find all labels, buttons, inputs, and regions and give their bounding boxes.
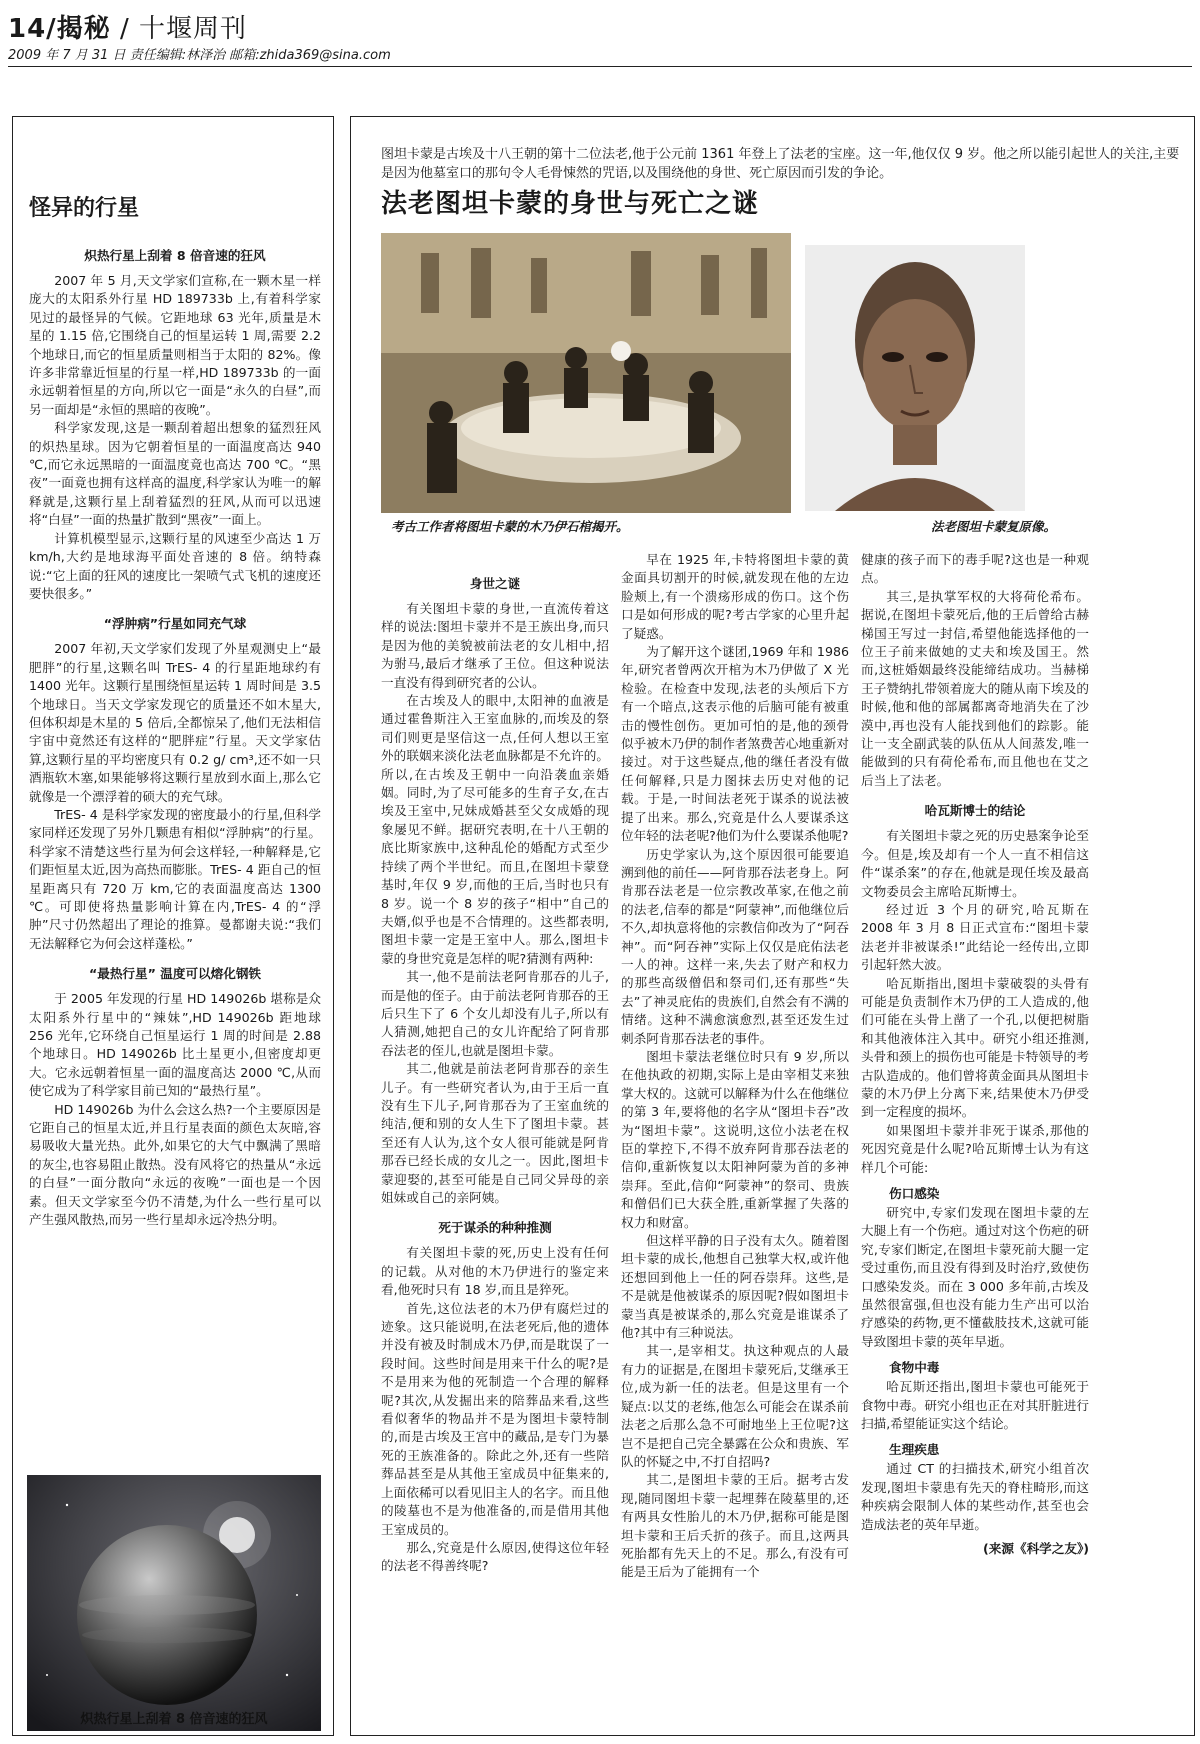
page-header xyxy=(8,8,247,45)
article-minor-heading: 生理疾患 xyxy=(889,1442,940,1458)
article-paragraph: 其二,是图坦卡蒙的王后。据考古发现,随同图坦卡蒙一起埋葬在陵墓里的,还有两具女性胎儿的木乃伊,据称可能是图坦卡蒙和王后夭折的孩子。而且,这两具死胎都有先天上的不足。那么,有没有可能是王后为了能拥有一个 xyxy=(621,1472,849,1580)
sidebar-paragraph: TrES- 4 是科学家发现的密度最小的行星,但科学家同样还发现了另外几颗患有相似“浮肿病”的行星。科学家不清楚这些行星为何会这样轻,一种解释是,它们距恒星太近,因为高热而膨胀。TrES- 4 距自己的恒星距离只有 720 万 km,它的表面温度高达 1300 ℃。可即使将热量影响计算在内,TrES- 4 的“浮肿”尺寸仍然超出了理论的推算。曼都谢夫说:“我们无法解释它为何会这样蓬松。” xyxy=(29,806,321,951)
article-paragraph: 首先,这位法老的木乃伊有腐烂过的迹象。这只能说明,在法老死后,他的遗体并没有被及时制成木乃伊,而是耽误了一段时间。这些时间是用来干什么的呢?是不是用来为他的死制造一个合理的解释呢?其次,从发掘出来的陪葬品来看,这些看似奢华的物品并不是为图坦卡蒙特制的,而是古埃及王宫中的藏品,是专门为暴死的王族准备的。除此之外,还有一些陪葬品甚至是从其他王室成员中征集来的,上面依稀可以看见旧主人的名字。而且他的陵墓也不是为他准备的,而是借用其他王室成员的。 xyxy=(381,1300,609,1537)
portrait-illustration xyxy=(805,245,1025,511)
article-paragraph: 其三,是执掌军权的大将荷伦希布。据说,在图坦卡蒙死后,他的王后曾给古赫梯国王写过一封信,希望他能选择他的一位王子前来做她的丈夫和埃及国王。然而,这桩婚姻最终没能缔结成功。当赫梯王子赞纳扎带领着庞大的随从南下埃及的时候,他和他的部属都离奇地消失在了沙漠中,再也没有人能找到他们的踪影。能让一支全副武装的队伍从人间蒸发,唯一能做到的只有荷伦希布,而且他也在艾之后当上了法老。 xyxy=(861,588,1089,788)
article-paragraph: 早在 1925 年,卡特将图坦卡蒙的黄金面具切割开的时候,就发现在他的左边脸颊上,有一个溃疡形成的伤口。这个伤口是如何形成的呢?考古学家的心里升起了疑惑。 xyxy=(621,552,849,641)
sidebar-text xyxy=(29,235,321,1230)
sidebar-paragraph: 2007 年初,天文学家们发现了外星观测史上“最肥胖”的行星,这颗名叫 TrES- 4 的行星距地球约有 1400 光年。这颗行星围绕恒星运转 1 周时间是 3.5 个地球日。当天文学家发现它的质量还不如木星大,但体积却是木星的 5 倍后,全都惊呆了,他们无法相信宇宙中竟然还有这样的“肥胖症”行星。天文学家估算,这颗行星的平均密度只有 0.2 g/ cm³,还不如一只酒瓶软木塞,如果能够将这颗行星放到水面上,那么它就像是一个漂浮着的硕大的充气球。 xyxy=(29,641,321,804)
header-rule xyxy=(8,66,1192,67)
excavation-photo xyxy=(381,233,791,513)
paper-name: / 十堰周刊 xyxy=(110,14,247,44)
article-subheading: 哈瓦斯博士的结论 xyxy=(924,803,1026,819)
article-paragraph: 其二,他就是前法老阿肯那吞的亲生儿子。有一些研究者认为,由于王后一直没有生下儿子,阿肯那吞为了王室血统的纯洁,便和别的女人生下了图坦卡蒙。甚至还有人认为,这个女人很可能就是阿肯那吞已经长成的女儿之一。因此,图坦卡蒙迎娶的,甚至可能是自己同父异母的亲姐妹或自己的亲阿姨。 xyxy=(381,1061,609,1205)
article-paragraph: 其一,他不是前法老阿肯那吞的儿子,而是他的侄子。由于前法老阿肯那吞的王后只生下了 6 个女儿却没有儿子,所以有人猜测,她把自己的女儿许配给了阿肯那吞法老的侄儿,也就是图坦卡蒙。 xyxy=(381,969,609,1058)
article-paragraph: 健康的孩子而下的毒手呢?这也是一种观点。 xyxy=(861,552,1089,586)
article-paragraph: 研究中,专家们发现在图坦卡蒙的左大腿上有一个伤疤。通过对这个伤疤的研究,专家们断定,在图坦卡蒙死前大腿一定受过重伤,而且没有得到及时治疗,致使伤口感染发炎。而在 3 000 多年前,古埃及虽然很富强,但也没有能力生产出可以治疗感染的药物,更不懂截肢技术,这就可能导致图坦卡蒙的英年早逝。 xyxy=(861,1205,1089,1349)
sidebar-paragraph: 于 2005 年发现的行星 HD 149026b 堪称是众太阳系外行星中的“辣妹”,HD 149026b 距地球 256 光年,它环绕自己恒星运行 1 周的时间是 2.88 个地球日。HD 149026b 比土星更小,但密度却更大。它永远朝着恒星一面的温度高达 2000 ℃,从而使它成为了科学家目前已知的“最热行星”。 xyxy=(29,991,321,1099)
article-minor-heading: 食物中毒 xyxy=(889,1360,940,1376)
article-column-3 xyxy=(861,551,1089,1557)
excavation-illustration xyxy=(381,233,791,513)
section-name: 揭秘 xyxy=(56,14,111,44)
sidebar-paragraph: HD 149026b 为什么会这么热?一个主要原因是它距自己的恒星太近,并且行星表面的颜色太灰暗,容易吸收大量光热。此外,如果它的大气中飘满了黑暗的灰尘,也容易阻止散热。没有风将它的热量从“永远的白昼”一面分散向“永远的夜晚”一面也是一个因素。但天文学家至今仍不清楚,为什么一些行星可以产生强风散热,而另一些行星却永远冷热分明。 xyxy=(29,1101,321,1228)
article-paragraph: 为了解开这个谜团,1969 年和 1986 年,研究者曾两次开棺为木乃伊做了 X 光检验。在检查中发现,法老的头颅后下方有一个暗点,这表示他的后脑可能有被重击的慢性创伤。更加可怕的是,他的颈骨似乎被木乃伊的制作者煞费苦心地重新对接过。对于这些疑点,他的继任者没有做任何解释,只是力图抹去历史对他的记载。于是,一时间法老死于谋杀的说法被提了出来。那么,究竟是什么人要谋杀这位年轻的法老呢?他们为什么要谋杀他呢? xyxy=(621,644,849,844)
sidebar-paragraph: 计算机模型显示,这颗行星的风速至少高达 1 万 km/h,大约是地球海平面处音速的 8 倍。纳特森说:“它上面的狂风的速度比一架喷气式飞机的速度还要快很多。” xyxy=(29,530,321,601)
article-subheading: 身世之谜 xyxy=(469,576,521,591)
tutankhamun-portrait xyxy=(805,245,1025,511)
sidebar-title: 怪异的行星 xyxy=(29,196,140,221)
planet-image xyxy=(27,1475,321,1731)
sidebar-subheading: “浮肿病”行星如同充气球 xyxy=(103,616,247,632)
article-paragraph: 通过 CT 的扫描技术,研究小组首次发现,图坦卡蒙患有先天的脊柱畸形,而这种疾病会限制人体的某些动作,甚至也会造成法老的英年早逝。 xyxy=(861,1461,1089,1532)
article-paragraph: 有关图坦卡蒙的死,历史上没有任何的记载。从对他的木乃伊进行的鉴定来看,他死时只有 18 岁,而且是猝死。 xyxy=(381,1245,609,1298)
article-paragraph: 其一,是宰相艾。执这种观点的人最有力的证据是,在图坦卡蒙死后,艾继承王位,成为新一任的法老。但是这里有一个疑点:以艾的老练,他怎么可能会在谋杀前法老之后那么急不可耐地坐上王位呢?这岂不是把自己完全暴露在公众和贵族、军队的怀疑之中,不打自招吗? xyxy=(621,1343,849,1469)
sidebar-paragraph: 2007 年 5 月,天文学家们宣称,在一颗木星一样庞大的太阳系外行星 HD 189733b 上,有着科学家见过的最怪异的气候。它距地球 63 光年,质量是木星的 1.15 倍,它围绕自己的恒星运转 1 周,需要 2.2 个地球日,而它的恒星质量则相当于太阳的 82%。像许多非常靠近恒星的行星一样,HD 189733b 的一面永远朝着恒星的方向,所以它一面是“永久的白昼”,而另一面却是“永恒的黑暗的夜晚”。 xyxy=(29,273,321,417)
article-paragraph: 哈瓦斯指出,图坦卡蒙破裂的头骨有可能是负责制作木乃伊的工人造成的,他们可能在头骨上凿了一个孔,以便把树脂和其他液体注入其中。研究小组还推测,头骨和颈上的损伤也可能是卡特领导的考古队造成的。他们曾将黄金面具从图坦卡蒙的木乃伊上分离下来,结果使木乃伊受到一定程度的损坏。 xyxy=(861,975,1089,1120)
article-paragraph: 在古埃及人的眼中,太阳神的血液是通过霍鲁斯注入王室血脉的,而埃及的祭司们则更是坚信这一点,任何人想以王室外的联姻来淡化法老血脉都是不允许的。所以,在古埃及王朝中一向沿袭血亲婚姻。同时,为了尽可能多的生育子女,在古埃及王室中,兄妹成婚甚至父女成婚的现象屡见不鲜。据研究表明,在十八王朝的底比斯家族中,这种乱伦的婚配方式至少持续了两个半世纪。而且,在图坦卡蒙登基时,年仅 9 岁,而他的王后,当时也只有 8 岁。说一个 8 岁的孩子“相中”自己的夫婿,似乎也是不合情理的。这些都表明,图坦卡蒙一定是王室中人。那么,图坦卡蒙的身世究竟是怎样的呢?猜测有两种: xyxy=(381,693,609,966)
sidebar-subheading: 炽热行星上刮着 8 倍音速的狂风 xyxy=(84,248,266,263)
article-title: 法老图坦卡蒙的身世与死亡之谜 xyxy=(381,189,760,219)
article-source: (来源《科学之友》) xyxy=(983,1541,1089,1557)
sidebar-column xyxy=(12,116,334,1736)
sidebar-subheading: “最热行星” 温度可以熔化钢铁 xyxy=(88,966,262,982)
article-paragraph: 有关图坦卡蒙之死的历史悬案争论至今。但是,埃及却有一个人一直不相信这件“谋杀案”的存在,他就是现任埃及最高文物委员会主席哈瓦斯博士。 xyxy=(861,828,1089,899)
article-paragraph: 有关图坦卡蒙的身世,一直流传着这样的说法:图坦卡蒙并不是王族出身,而只是因为他的美貌被前法老的女儿相中,招为驸马,最后才继承了王位。但这种说法一直没有得到研究者的公认。 xyxy=(381,601,609,690)
planet-image-caption: 炽热行星上刮着 8 倍音速的狂风 xyxy=(80,1712,268,1727)
article-intro: 图坦卡蒙是古埃及十八王朝的第十二位法老,他于公元前 1361 年登上了法老的宝座。这一年,他仅仅 9 岁。他之所以能引起世人的关注,主要是因为他墓室口的那句令人毛骨悚然的咒语,以及围绕他的身世、死亡原因而引发的争论。 xyxy=(381,147,1180,181)
article-column-2 xyxy=(621,551,849,1582)
article-paragraph: 那么,究竟是什么原因,使得这位年轻的法老不得善终呢? xyxy=(381,1539,609,1574)
article-minor-heading: 伤口感染 xyxy=(889,1186,940,1201)
article-paragraph: 历史学家认为,这个原因很可能要追溯到他的前任——阿肯那吞法老身上。阿肯那吞法老是一位宗教改革家,在他之前的法老,信奉的都是“阿蒙神”,而他继位后不久,却执意将他的宗教信仰改为了“阿吞神”。而“阿吞神”实际上仅仅是庇佑法老一人的神。这样一来,失去了财产和权力的那些高级僧侣和祭司们,还有那些“失去”了神灵庇佑的贵族们,自然会有不满的情绪。这种不满愈演愈烈,甚至还发生过刺杀阿肯那吞法老的事件。 xyxy=(621,846,849,1046)
article-paragraph: 如果图坦卡蒙并非死于谋杀,那他的死因究竟是什么呢?哈瓦斯博士认为有这样几个可能: xyxy=(861,1122,1089,1175)
planet-illustration xyxy=(27,1475,321,1731)
excavation-photo-caption: 考古工作者将图坦卡蒙的木乃伊石棺揭开。 xyxy=(391,519,629,534)
article-paragraph: 图坦卡蒙法老继位时只有 9 岁,所以在他执政的初期,实际上是由宰相艾来独掌大权的。这就可以解释为什么在他继位的第 3 年,要将他的名字从“图坦卡吞”改为“图坦卡蒙”。这说明,这位小法老在权臣的掌控下,不得不放弃阿肯那吞法老的信仰,重新恢复以太阳神阿蒙为首的多神崇拜。至此,信仰“阿蒙神”的祭司、贵族和僧侣们已大获全胜,重新掌握了失落的权力和财富。 xyxy=(621,1048,849,1230)
article-column-1 xyxy=(381,563,609,1576)
article-paragraph: 经过近 3 个月的研究,哈瓦斯在 2008 年 3 月 8 日正式宣布:“图坦卡蒙法老并非被谋杀!”此结论一经传出,立即引起轩然大波。 xyxy=(861,901,1089,973)
page-number: 14/ xyxy=(8,14,57,44)
article-paragraph: 哈瓦斯还指出,图坦卡蒙也可能死于食物中毒。研究小组也正在对其肝脏进行扫描,希望能证实这个结论。 xyxy=(861,1379,1089,1432)
page-meta: 2009 年 7 月 31 日 责任编辑:林泽治 邮箱:zhida369@sina.com xyxy=(8,48,391,63)
sidebar-paragraph: 科学家发现,这是一颗刮着超出想象的猛烈狂风的炽热星球。因为它朝着恒星的一面温度高达 940 ℃,而它永远黑暗的一面温度竟也高达 700 ℃。“黑夜”一面竟也拥有这样高的温度,科学家认为唯一的解释就是,这颗行星上刮着猛烈的狂风,从而可以迅速将“白昼”一面的热量扩散到“黑夜”一面上。 xyxy=(29,420,321,528)
portrait-caption: 法老图坦卡蒙复原像。 xyxy=(931,519,1057,534)
article-subheading: 死于谋杀的种种推测 xyxy=(438,1220,552,1236)
article-frame xyxy=(350,116,1195,1736)
article-paragraph: 但这样平静的日子没有太久。随着图坦卡蒙的成长,他想自己独掌大权,或许他还想回到他上一任的阿吞崇拜。这些,是不是就是他被谋杀的原因呢?假如图坦卡蒙当真是被谋杀的,那么究竟是谁谋杀了他?其中有三种说法。 xyxy=(621,1233,849,1341)
